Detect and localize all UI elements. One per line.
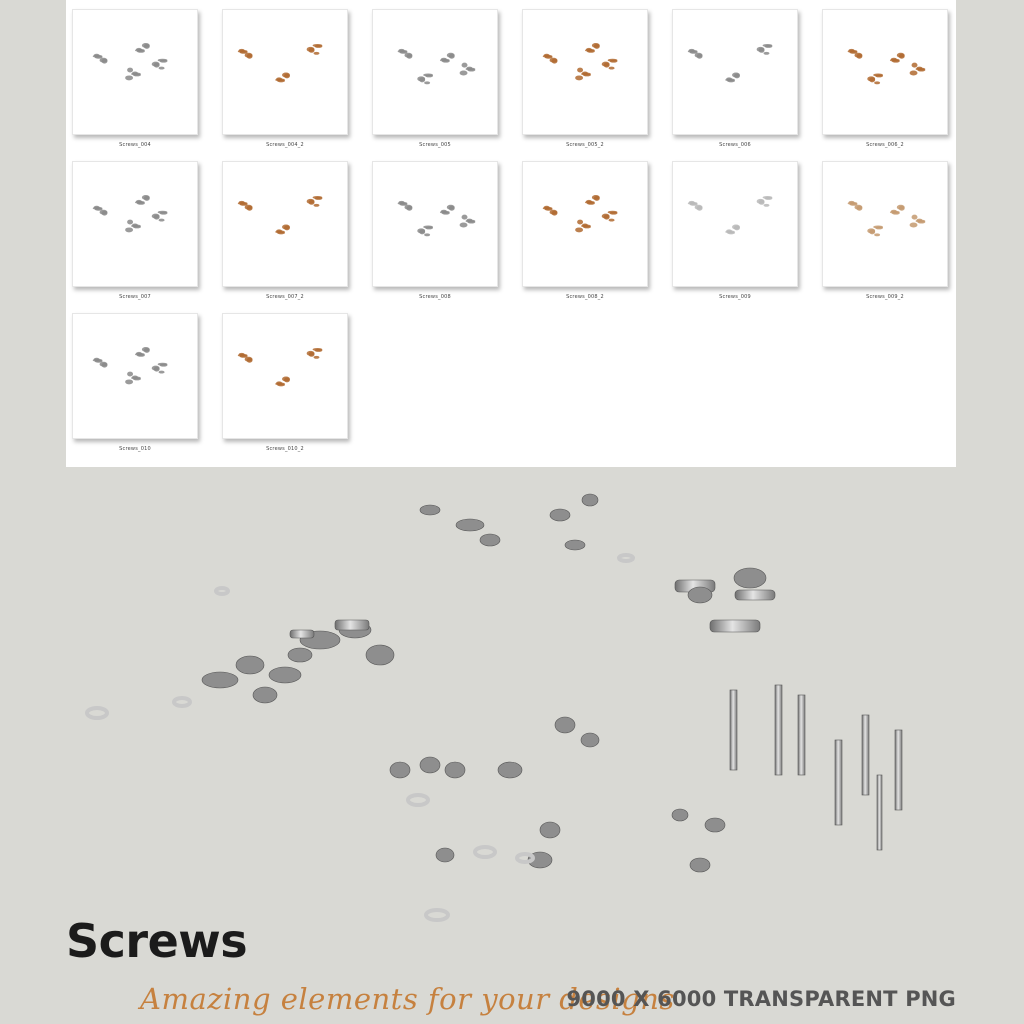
screw-mark — [609, 219, 615, 222]
screw-mark — [875, 226, 883, 229]
thumbnail-label: Screws_004 — [119, 142, 151, 148]
screw-mark — [314, 52, 320, 55]
screw-mark — [277, 383, 285, 386]
screw-mark — [765, 45, 773, 48]
screw-mark — [309, 352, 315, 357]
screw-mark — [137, 202, 145, 205]
screw-mark — [587, 202, 595, 205]
screw-mark — [604, 215, 610, 220]
thumbnail-preview — [373, 10, 497, 134]
screw-mark — [315, 197, 323, 200]
screw-mark — [727, 231, 735, 234]
thumbnail-preview — [373, 162, 497, 286]
thumbnail-preview — [223, 10, 347, 134]
screw-mark — [160, 60, 168, 63]
thumbnail-preview — [823, 162, 947, 286]
thumbnail[interactable] — [672, 161, 798, 287]
screw-mark — [764, 52, 770, 55]
screw-mark — [144, 348, 150, 353]
screw-mark — [734, 73, 740, 78]
thumbnail[interactable] — [522, 9, 648, 135]
thumbnail-preview — [673, 162, 797, 286]
thumbnail-label: Screws_005 — [419, 142, 451, 148]
thumbnail-preview — [823, 10, 947, 134]
screw-mark — [583, 73, 591, 76]
screw-mark — [575, 227, 583, 232]
thumbnail-label: Screws_004_2 — [266, 142, 304, 148]
thumbnail-label: Screws_006 — [719, 142, 751, 148]
screw-mark — [892, 60, 900, 63]
screw-mark — [917, 69, 925, 72]
screw-mark — [734, 225, 740, 230]
screw-mark — [899, 206, 905, 211]
thumbnail[interactable] — [222, 161, 348, 287]
screw-mark — [247, 54, 253, 59]
screw-mark — [910, 71, 918, 76]
washers — [87, 555, 633, 920]
screw-mark — [856, 54, 862, 59]
screw-mark — [95, 208, 103, 211]
thumbnail-preview — [73, 10, 197, 134]
thumbnail-preview — [223, 314, 347, 438]
screw-mark — [910, 223, 918, 228]
screw-cluster-bottom — [390, 717, 725, 872]
screw-mark — [912, 215, 918, 220]
screw-mark — [697, 206, 703, 211]
screw-mark — [127, 372, 133, 377]
thumbnail-label: Screws_009_2 — [866, 294, 904, 300]
screw-mark — [154, 63, 160, 68]
screw-mark — [442, 60, 450, 63]
screw-mark — [690, 51, 698, 54]
screw-mark — [856, 206, 862, 211]
screw-mark — [594, 196, 600, 201]
screw-mark — [125, 227, 133, 232]
screw-mark — [467, 221, 475, 224]
thumbnail[interactable] — [822, 161, 948, 287]
thumbnail[interactable] — [222, 9, 348, 135]
screw-mark — [424, 81, 430, 84]
screw-mark — [583, 225, 591, 228]
screw-mark — [277, 231, 285, 234]
screw-mark — [764, 204, 770, 207]
screw-mark — [127, 68, 133, 73]
screw-cluster-right — [675, 568, 775, 632]
screw-mark — [154, 215, 160, 220]
screw-mark — [462, 215, 468, 220]
screw-mark — [406, 206, 412, 211]
screw-mark — [424, 233, 430, 236]
screw-mark — [545, 56, 553, 59]
screw-mark — [284, 225, 290, 230]
screw-mark — [577, 68, 583, 73]
screw-mark — [419, 77, 425, 82]
screw-mark — [577, 220, 583, 225]
screw-mark — [406, 54, 412, 59]
screw-mark — [277, 79, 285, 82]
screw-mark — [449, 54, 455, 59]
screw-mark — [912, 63, 918, 68]
screw-mark — [400, 203, 408, 206]
thumbnail[interactable] — [72, 313, 198, 439]
long-bolts — [730, 685, 902, 850]
screw-mark — [425, 74, 433, 77]
screw-mark — [309, 48, 315, 53]
screw-mark — [460, 71, 468, 76]
screw-mark — [587, 50, 595, 53]
screw-mark — [309, 200, 315, 205]
thumbnail-preview — [223, 162, 347, 286]
thumbnail-preview — [73, 162, 197, 286]
thumbnail-label: Screws_008 — [419, 294, 451, 300]
screw-mark — [610, 60, 618, 63]
screw-mark — [875, 74, 883, 77]
thumbnail[interactable] — [522, 161, 648, 287]
screw-mark — [102, 211, 108, 216]
screw-mark — [125, 379, 133, 384]
screw-mark — [133, 377, 141, 380]
screw-mark — [314, 204, 320, 207]
screw-mark — [400, 51, 408, 54]
screw-mark — [240, 203, 248, 206]
screw-mark — [899, 54, 905, 59]
thumbnail-label: Screws_010_2 — [266, 446, 304, 452]
screw-mark — [575, 75, 583, 80]
screw-mark — [765, 197, 773, 200]
screw-mark — [133, 225, 141, 228]
screw-mark — [240, 51, 248, 54]
screw-mark — [95, 56, 103, 59]
screw-mark — [594, 44, 600, 49]
thumbnail-preview — [73, 314, 197, 438]
thumbnail-label: Screws_005_2 — [566, 142, 604, 148]
thumbnail-preview — [523, 10, 647, 134]
thumbnail-preview — [523, 162, 647, 286]
screw-mark — [545, 208, 553, 211]
tagline: Amazing elements for your designs — [140, 982, 675, 1016]
screw-mark — [552, 59, 558, 64]
screw-mark — [284, 73, 290, 78]
screw-mark — [102, 363, 108, 368]
screw-mark — [697, 54, 703, 59]
thumbnail[interactable] — [72, 161, 198, 287]
screw-mark — [727, 79, 735, 82]
screw-mark — [874, 81, 880, 84]
screw-mark — [850, 203, 858, 206]
thumbnail[interactable] — [372, 161, 498, 287]
thumbnail-label: Screws_008_2 — [566, 294, 604, 300]
screw-mark — [127, 220, 133, 225]
thumbnail[interactable] — [72, 9, 198, 135]
screw-mark — [869, 229, 875, 234]
screw-mark — [160, 212, 168, 215]
screw-mark — [442, 212, 450, 215]
thumbnail-label: Screws_010 — [119, 446, 151, 452]
thumbnail[interactable] — [672, 9, 798, 135]
screw-mark — [419, 229, 425, 234]
screw-mark — [95, 360, 103, 363]
screw-mark — [552, 211, 558, 216]
screw-mark — [137, 354, 145, 357]
screw-mark — [125, 75, 133, 80]
screw-mark — [144, 196, 150, 201]
screw-mark — [133, 73, 141, 76]
screw-mark — [160, 364, 168, 367]
screw-cluster-top — [420, 494, 598, 550]
screw-mark — [610, 212, 618, 215]
thumbnail[interactable] — [222, 313, 348, 439]
thumbnail[interactable] — [822, 9, 948, 135]
screw-mark — [247, 358, 253, 363]
screw-mark — [892, 212, 900, 215]
thumbnail-label: Screws_006_2 — [866, 142, 904, 148]
thumbnail-preview — [673, 10, 797, 134]
screw-mark — [759, 200, 765, 205]
thumbnail[interactable] — [372, 9, 498, 135]
screw-cluster-left — [202, 620, 394, 703]
screw-mark — [869, 77, 875, 82]
screw-mark — [609, 67, 615, 70]
screw-mark — [917, 221, 925, 224]
screw-mark — [159, 67, 165, 70]
thumbnail-label: Screws_007_2 — [266, 294, 304, 300]
screw-mark — [690, 203, 698, 206]
thumbnail-label: Screws_009 — [719, 294, 751, 300]
screw-mark — [460, 223, 468, 228]
screw-mark — [144, 44, 150, 49]
screw-mark — [874, 233, 880, 236]
screw-mark — [425, 226, 433, 229]
screw-mark — [159, 219, 165, 222]
page-title: Screws — [66, 914, 248, 968]
screw-mark — [467, 69, 475, 72]
screw-mark — [315, 45, 323, 48]
screw-mark — [102, 59, 108, 64]
screw-mark — [449, 206, 455, 211]
screw-mark — [462, 63, 468, 68]
resolution-spec: 9000 X 6000 TRANSPARENT PNG — [566, 987, 956, 1011]
screw-mark — [759, 48, 765, 53]
screw-mark — [850, 51, 858, 54]
screw-mark — [137, 50, 145, 53]
hero-screws-illustration — [0, 470, 1024, 930]
screw-mark — [240, 355, 248, 358]
screw-mark — [154, 367, 160, 372]
screw-mark — [315, 349, 323, 352]
screw-mark — [247, 206, 253, 211]
screw-mark — [604, 63, 610, 68]
screw-mark — [284, 377, 290, 382]
screw-mark — [159, 371, 165, 374]
thumbnail-label: Screws_007 — [119, 294, 151, 300]
screw-mark — [314, 356, 320, 359]
